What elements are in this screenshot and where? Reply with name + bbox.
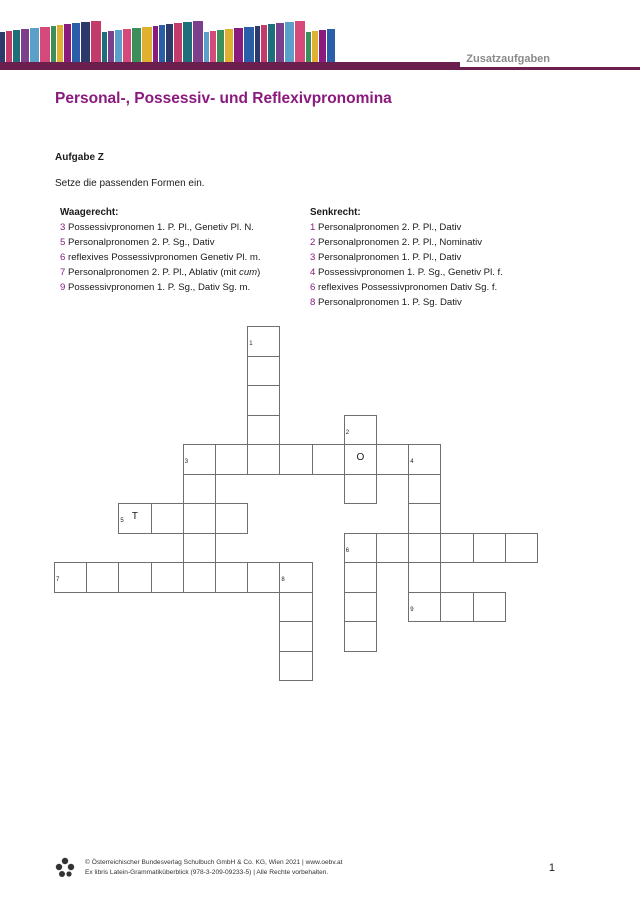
book-spine (51, 26, 56, 68)
crossword-cell[interactable] (183, 562, 216, 593)
crossword-cell[interactable] (215, 444, 248, 475)
crossword-cell[interactable] (376, 444, 409, 475)
cell-number: 1 (249, 341, 253, 347)
crossword-cell[interactable] (279, 621, 312, 652)
clue-text: Personalpronomen 2. P. Sg., Dativ (65, 237, 215, 248)
crossword-cell[interactable] (408, 444, 441, 475)
crossword-cell[interactable] (376, 533, 409, 564)
crossword-cell[interactable] (408, 592, 441, 623)
crossword-cell[interactable] (344, 474, 377, 505)
clue-text: Possessivpronomen 1. P. Sg., Dativ Sg. m. (65, 282, 251, 293)
crossword-cell[interactable] (247, 562, 280, 593)
crossword-cell[interactable] (408, 562, 441, 593)
book-spine (268, 24, 275, 68)
clue-text: reflexives Possessivpronomen Genetiv Pl. m. (65, 252, 261, 263)
across-clue (60, 235, 300, 250)
clue-text: Personalpronomen 1. P. Sg. Dativ (315, 297, 462, 308)
down-clue (310, 295, 570, 310)
cell-number: 6 (345, 547, 350, 554)
crossword-cell[interactable] (247, 415, 280, 446)
crossword-cell[interactable] (247, 385, 280, 416)
book-spine (40, 27, 50, 68)
book-spine (142, 27, 152, 68)
crossword-cell[interactable] (440, 592, 473, 623)
crossword-cell[interactable] (344, 592, 377, 623)
book-spine (255, 26, 260, 68)
book-spine (91, 21, 101, 68)
crossword-cell[interactable] (505, 533, 538, 564)
down-clues (310, 205, 570, 310)
clue-number: 8 (310, 297, 316, 308)
book-spine (193, 21, 203, 68)
crossword-cell[interactable] (183, 533, 216, 564)
page-title: Personal-, Possessiv- und Reflexivpronomina (55, 90, 392, 107)
crossword-cell[interactable] (344, 415, 377, 446)
crossword-cell[interactable] (473, 592, 506, 623)
clue-text: Possessivpronomen 1. P. Pl., Genetiv Pl. N. (65, 222, 254, 233)
clue-text-end: ) (257, 267, 261, 278)
book-spine (285, 22, 294, 68)
clue-number: 4 (310, 267, 316, 278)
crossword-cell[interactable] (247, 356, 280, 387)
crossword-cell[interactable] (312, 444, 345, 475)
crossword-cell[interactable] (247, 326, 280, 357)
crossword-cell[interactable] (183, 474, 216, 505)
clue-text: Personalpronomen 1. P. Pl., Dativ (315, 252, 462, 263)
clue-number: 5 (60, 237, 66, 248)
clue-number: 2 (310, 237, 316, 248)
book-spine (183, 22, 192, 68)
cell-number: 3 (184, 459, 189, 465)
section-label: Zusatzaufgaben (466, 53, 550, 65)
crossword-cell[interactable] (215, 503, 248, 534)
crossword-cell[interactable] (247, 444, 280, 475)
task-instruction: Setze die passenden Formen ein. (55, 178, 205, 189)
across-clues (60, 205, 300, 295)
across-clue (60, 250, 300, 265)
clue-text: Personalpronomen 2. P. Pl., Ablativ (mit (65, 267, 240, 278)
crossword-cell[interactable] (279, 592, 312, 623)
crossword-cell[interactable] (344, 444, 377, 475)
book-spine (64, 24, 71, 68)
crossword-cell[interactable] (118, 503, 151, 534)
cell-number: 9 (410, 606, 414, 613)
across-heading: Waagerecht: (60, 207, 119, 218)
page-number: 1 (548, 862, 555, 874)
bookshelf-banner (0, 0, 460, 68)
crossword-cell[interactable] (344, 621, 377, 652)
crossword-cell[interactable] (183, 503, 216, 534)
footer-copyright (85, 858, 343, 878)
book-spine (261, 25, 267, 68)
crossword-cell[interactable] (408, 533, 441, 564)
crossword-cell[interactable] (408, 503, 441, 534)
book-spine (72, 23, 80, 68)
book-spine (174, 23, 182, 68)
clue-number: 9 (60, 282, 66, 293)
crossword-cell[interactable] (279, 444, 312, 475)
crossword-cell[interactable] (344, 562, 377, 593)
footer-line-1: © Österreichischer Bundesverlag Schulbuch GmbH & Co. KG, Wien 2021 | www.oebv.at (85, 859, 343, 866)
book-spine (244, 27, 254, 68)
cell-number: 5 (120, 518, 124, 524)
crossword-cell[interactable] (86, 562, 119, 593)
crossword-cell[interactable] (183, 444, 216, 475)
clue-text: Personalpronomen 2. P. Pl., Dativ (315, 222, 462, 233)
clue-number: 7 (60, 267, 66, 278)
clue-number: 6 (60, 252, 66, 263)
down-clue (310, 280, 570, 295)
crossword-cell[interactable] (151, 503, 184, 534)
clue-number: 3 (60, 222, 66, 233)
across-clue (60, 265, 300, 280)
book-spine (81, 22, 90, 68)
clue-number: 3 (310, 252, 316, 263)
clue-text: Possessivpronomen 1. P. Sg., Genetiv Pl. f. (315, 267, 503, 278)
crossword-cell[interactable] (473, 533, 506, 564)
across-clue (60, 220, 300, 235)
book-spine (159, 25, 165, 68)
cell-letter: T (131, 511, 139, 522)
crossword-cell[interactable] (408, 474, 441, 505)
clue-number: 1 (310, 222, 316, 233)
book-spine (153, 26, 158, 68)
book-spine (295, 21, 305, 68)
down-clue (310, 220, 570, 235)
cell-number: 8 (281, 577, 285, 583)
book-spine (276, 23, 284, 68)
down-clue (310, 265, 570, 280)
clue-number: 6 (310, 282, 316, 293)
crossword-cell[interactable] (118, 562, 151, 593)
crossword-cell[interactable] (151, 562, 184, 593)
book-spine (166, 24, 173, 68)
cell-letter: O (356, 452, 365, 463)
crossword-cell[interactable] (54, 562, 87, 593)
cell-number: 2 (345, 429, 350, 436)
book-spine (57, 25, 63, 68)
crossword-cell[interactable] (215, 562, 248, 593)
header-rule (0, 67, 640, 70)
crossword-cell[interactable] (344, 533, 377, 564)
clue-emphasis: cum (239, 267, 258, 278)
down-clue (310, 250, 570, 265)
publisher-logo-icon (54, 856, 76, 878)
cell-number: 7 (56, 577, 60, 583)
clue-text: Personalpronomen 2. P. Pl., Nominativ (315, 237, 483, 248)
crossword-cell[interactable] (279, 651, 312, 682)
clue-text: reflexives Possessivpronomen Dativ Sg. f. (315, 282, 498, 293)
crossword-cell[interactable] (440, 533, 473, 564)
task-label: Aufgabe Z (55, 152, 104, 163)
down-heading: Senkrecht: (310, 207, 361, 218)
cell-number: 4 (410, 459, 414, 465)
across-clue (60, 280, 300, 295)
crossword-cell[interactable] (279, 562, 312, 593)
down-clue (310, 235, 570, 250)
footer-line-2: Ex libris Latein-Grammatiküberblick (978-3-209-09233-5) | Alle Rechte vorbehalten. (85, 869, 329, 876)
